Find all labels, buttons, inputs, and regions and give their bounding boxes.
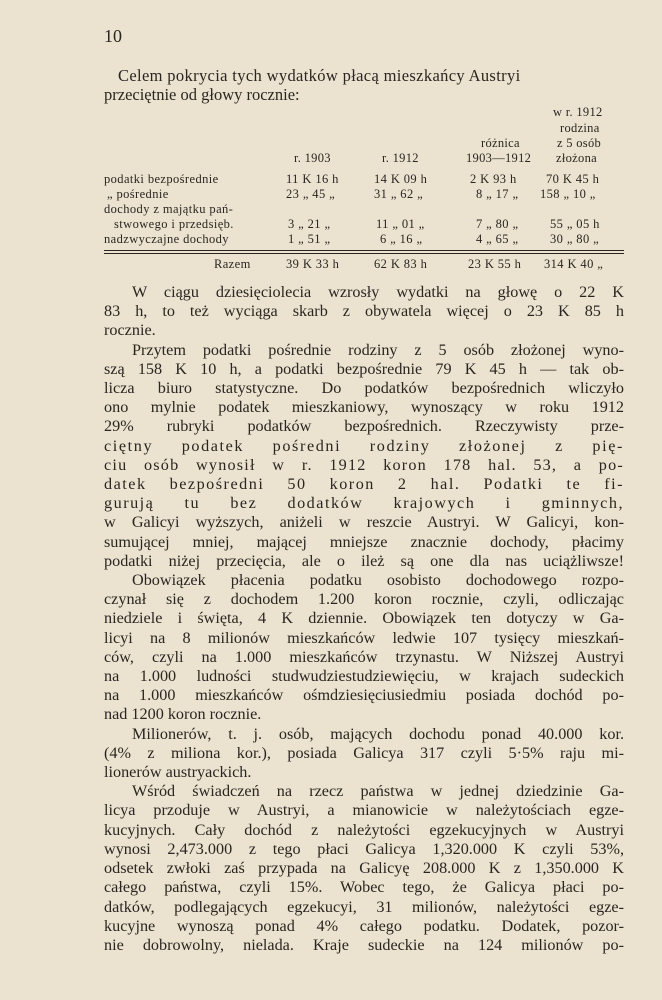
text-line: gurują tu bez dodatków krajowych i gminnych, xyxy=(104,494,624,513)
cell-1912: 31 „ 62 „ xyxy=(374,187,424,201)
cell-roznica: 7 „ 80 „ xyxy=(476,217,519,231)
text-line: rocznie. xyxy=(104,321,156,340)
text-line: licya przoduje w Austryi, a mianowicie w należytościach egze- xyxy=(104,801,624,820)
total-1903: 39 K 33 h xyxy=(286,257,340,271)
cell-1912: 14 K 09 h xyxy=(374,172,428,186)
cell-rodzina: 30 „ 80 „ xyxy=(550,232,600,246)
text-line: na 1.000 ludności studwudziestudziewięciu, w krajach sudeckich xyxy=(104,667,624,686)
intro-line-1: Celem pokrycia tych wydatków płacą mieszkańcy Austryi xyxy=(118,66,521,85)
text-line: lionerów austryackich. xyxy=(104,763,252,782)
cell-roznica: 4 „ 65 „ xyxy=(476,232,519,246)
cell-1912: 6 „ 16 „ xyxy=(380,232,423,246)
intro-line-2: przeciętnie od głowy rocznie: xyxy=(104,85,300,104)
header-rodzina-4: złożona xyxy=(556,151,597,165)
body-text xyxy=(104,283,624,955)
header-roznica-2: 1903—1912 xyxy=(466,151,532,165)
text-line: czynał się z dochodem 1.200 koron rocznie, czyli, odliczając xyxy=(104,590,624,609)
text-line: Wśród świadczeń na rzecz państwa w jednej dziedzinie Ga- xyxy=(132,782,624,801)
header-rodzina-1: w r. 1912 xyxy=(553,105,603,119)
text-line: (4% z miliona kor.), posiada Galicya 317 czyli 5·5% raju mi- xyxy=(104,743,624,762)
row-label: dochody z majątku pań- xyxy=(104,202,234,216)
cell-1903: 1 „ 51 „ xyxy=(288,232,331,246)
text-line: 83 h, to też wyciąga skarb z obywatela więcej o 23 K 85 h xyxy=(104,302,624,321)
table-rule xyxy=(104,253,624,254)
row-label: „ pośrednie xyxy=(107,187,169,201)
text-line: W ciągu dziesięciolecia wzrosły wydatki na głowę o 22 K xyxy=(132,283,624,301)
cell-rodzina: 70 K 45 h xyxy=(546,172,600,186)
cell-roznica: 8 „ 17 „ xyxy=(476,187,519,201)
total-1912: 62 K 83 h xyxy=(374,257,428,271)
text-line: całego państwa, czyli 15%. Wobec tego, że Galicya płaci po- xyxy=(104,878,624,897)
text-line: Milionerów, t. j. osób, mających dochodu ponad 40.000 kor. xyxy=(132,724,624,743)
text-line: wynosi 2,473.000 z tego płaci Galicya 1,320.000 K czyli 53%, xyxy=(104,839,624,858)
cell-1903: 11 K 16 h xyxy=(286,172,339,186)
header-r1912: r. 1912 xyxy=(382,151,419,165)
cell-rodzina: 158 „ 10 „ xyxy=(540,187,596,201)
text-line: ciętny podatek pośredni rodziny złożonej z pię- xyxy=(104,436,624,455)
text-line: ono mylnie podatek mieszkaniowy, wynoszący w roku 1912 xyxy=(104,398,624,417)
header-r1903: r. 1903 xyxy=(294,151,331,165)
text-line: odsetek zwłoki zaś przypada na Galicyę 208.000 K z 1,350.000 K xyxy=(104,859,624,878)
text-line: datek bezpośredni 50 koron 2 hal. Podatki te fi- xyxy=(104,475,624,494)
text-line: ców, czyli na 1.000 mieszkańców trzynastu. W Niższej Austryi xyxy=(104,647,624,666)
text-line: sumującej mniej, mającej mniejsze znacznie dochody, płacimy xyxy=(104,532,624,551)
cell-1903: 3 „ 21 „ xyxy=(288,217,331,231)
text-line: podatki niżej przecięcia, ale o ileż są one dla nas uciążliwsze! xyxy=(104,551,624,570)
text-line: w Galicyi wyższych, aniżeli w reszcie Austryi. W Galicyi, kon- xyxy=(104,513,624,532)
text-line: na 1.000 mieszkańców ośmdziesięciusiedmiu posiada dochód po- xyxy=(104,686,624,705)
table-rule xyxy=(104,250,624,251)
text-line: szą 158 K 10 h, a podatki bezpośrednie 79 K 45 h — tak ob- xyxy=(104,359,624,378)
text-line: licza biuro statystyczne. Do podatków bezpośrednich wliczyło xyxy=(104,379,624,398)
cell-1903: 23 „ 45 „ xyxy=(286,187,336,201)
text-line: licyi na 8 milionów mieszkańców ledwie 107 tysięcy mieszkań- xyxy=(104,628,624,647)
text-line: datków, podlegających egzekucyi, 31 milionów, należytości egze- xyxy=(104,897,624,916)
total-roznica: 23 K 55 h xyxy=(468,257,522,271)
text-line: Przytem podatki pośrednie rodziny z 5 osób złożonej wyno- xyxy=(132,340,624,359)
cell-rodzina: 55 „ 05 h xyxy=(550,217,600,231)
header-rodzina-2: rodzina xyxy=(560,121,600,135)
text-line: niedziele i święta, 4 K dziennie. Obowiązek ten dotyczy w Ga- xyxy=(104,609,624,628)
text-line: Obowiązek płacenia podatku osobisto dochodowego rozpo- xyxy=(132,571,624,590)
cell-roznica: 2 K 93 h xyxy=(470,172,517,186)
text-line: kucyjne wynoszą ponad 4% całego podatku. Dodatek, pozor- xyxy=(104,916,624,935)
row-label: podatki bezpośrednie xyxy=(104,172,219,186)
total-label: Razem xyxy=(214,257,251,271)
header-roznica-1: różnica xyxy=(481,136,520,150)
text-line: kucyjnych. Cały dochód z należytości egzekucyjnych w Austryi xyxy=(104,820,624,839)
text-line: 29% rubryki podatków bezpośrednich. Rzeczywisty prze- xyxy=(104,417,624,436)
row-label: nadzwyczajne dochody xyxy=(104,232,229,246)
page-number: 10 xyxy=(104,26,122,46)
text-line: nie dobrowolny, nielada. Kraje sudeckie na 124 milionów po- xyxy=(104,935,624,954)
cell-1912: 11 „ 01 „ xyxy=(376,217,425,231)
intro-paragraph xyxy=(104,66,608,104)
row-label: stwowego i przedsięb. xyxy=(114,217,234,231)
header-rodzina-3: z 5 osób xyxy=(557,136,602,150)
total-rodzina: 314 K 40 „ xyxy=(544,257,604,271)
text-line: nad 1200 koron rocznie. xyxy=(104,705,262,724)
text-line: ciu osób wynosił w r. 1912 koron 178 hal. 53, a po- xyxy=(104,455,624,474)
